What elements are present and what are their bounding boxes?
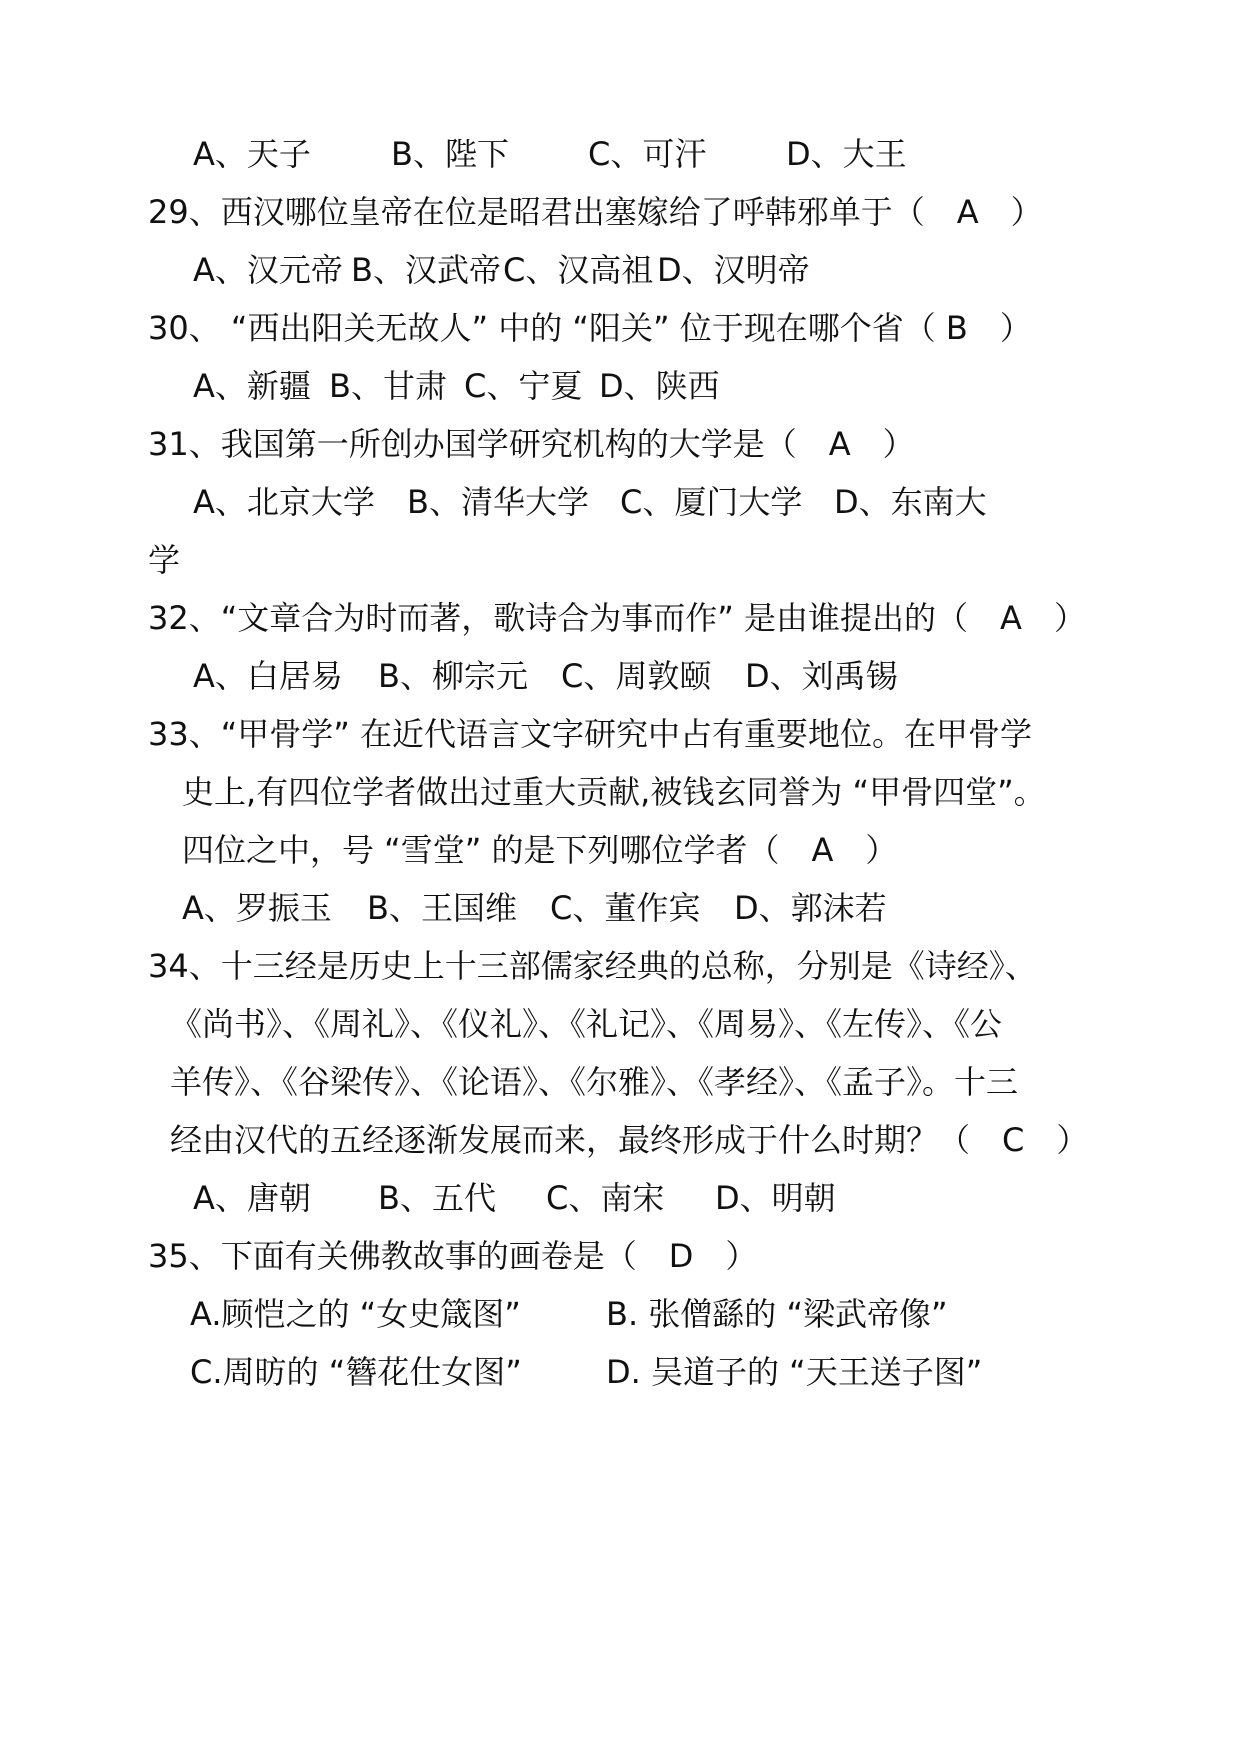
q31-option-c: C、厦门大学 [620,483,803,521]
q29-option-d: D、汉明帝 [657,251,810,289]
q33-option-d: D、郭沫若 [734,889,887,927]
q30-option-b: B、甘肃 [329,367,447,405]
q35-option-d: D. 吴道子的 “天王送子图” [606,1353,983,1391]
q29-option-b: B、汉武帝 [351,251,501,289]
q33-stem-line-2: 史上,有四位学者做出过重大贡献,被钱玄同誉为 “甲骨四堂”。 [182,773,1046,811]
q31-wrap-text: 学 [148,541,181,579]
q34-stem-line-1: 34、十三经是历史上十三部儒家经典的总称，分别是《诗经》、 [148,947,1037,985]
q33-stem-line-1: 33、“甲骨学” 在近代语言文字研究中占有重要地位。在甲骨学 [148,715,1033,753]
q34-option-b: B、五代 [378,1179,496,1217]
q31-option-a: A、北京大学 [193,483,375,521]
q35-option-c: C.周昉的 “簪花仕女图” [190,1353,522,1391]
q35-option-a: A.顾恺之的 “女史箴图” [190,1295,521,1333]
q32-option-b: B、柳宗元 [378,657,528,695]
q34-stem-line-2: 《尚书》、《周礼》、《仪礼》、《礼记》、《周易》、《左传》、《公 [170,1005,1003,1043]
q28-option-d: D、大王 [786,135,907,173]
q33-option-b: B、王国维 [367,889,517,927]
q35-stem: 35、下面有关佛教故事的画卷是（ D ） [148,1237,758,1275]
q31-option-b: B、清华大学 [407,483,589,521]
q30-option-c: C、宁夏 [464,367,583,405]
q30-option-d: D、陕西 [599,367,720,405]
q35-option-b: B. 张僧繇的 “梁武帝像” [606,1295,948,1333]
q32-option-d: D、刘禹锡 [745,657,898,695]
q33-stem-line-3: 四位之中，号 “雪堂” 的是下列哪位学者（ A ） [182,831,898,869]
q34-option-d: D、明朝 [715,1179,836,1217]
q28-option-c: C、可汗 [588,135,707,173]
q32-option-c: C、周敦颐 [561,657,712,695]
q29-option-c: C、汉高祖 [503,251,654,289]
q32-stem: 32、“文章合为时而著，歌诗合为事而作” 是由谁提出的（ A ） [148,599,1086,637]
q33-option-a: A、罗振玉 [182,889,332,927]
q29-stem: 29、西汉哪位皇帝在位是昭君出塞嫁给了呼韩邪单于（ A ） [148,193,1043,231]
q30-option-a: A、新疆 [193,367,311,405]
q30-stem: 30、 “西出阳关无故人” 中的 “阳关” 位于现在哪个省（ B ） [148,309,1032,347]
q34-stem-line-4: 经由汉代的五经逐渐发展而来，最终形成于什么时期？（ C ） [170,1121,1089,1159]
q34-option-c: C、南宋 [546,1179,665,1217]
q34-stem-line-3: 羊传》、《谷梁传》、《论语》、《尔雅》、《孝经》、《孟子》。十三 [170,1063,1019,1101]
q28-option-a: A、天子 [193,135,311,173]
q34-option-a: A、唐朝 [193,1179,311,1217]
q31-stem: 31、我国第一所创办国学研究机构的大学是（ A ） [148,425,915,463]
q29-option-a: A、汉元帝 [193,251,343,289]
q33-option-c: C、董作宾 [550,889,701,927]
q31-option-d: D、东南大 [834,483,987,521]
q28-option-b: B、陛下 [391,135,509,173]
q32-option-a: A、白居易 [193,657,343,695]
